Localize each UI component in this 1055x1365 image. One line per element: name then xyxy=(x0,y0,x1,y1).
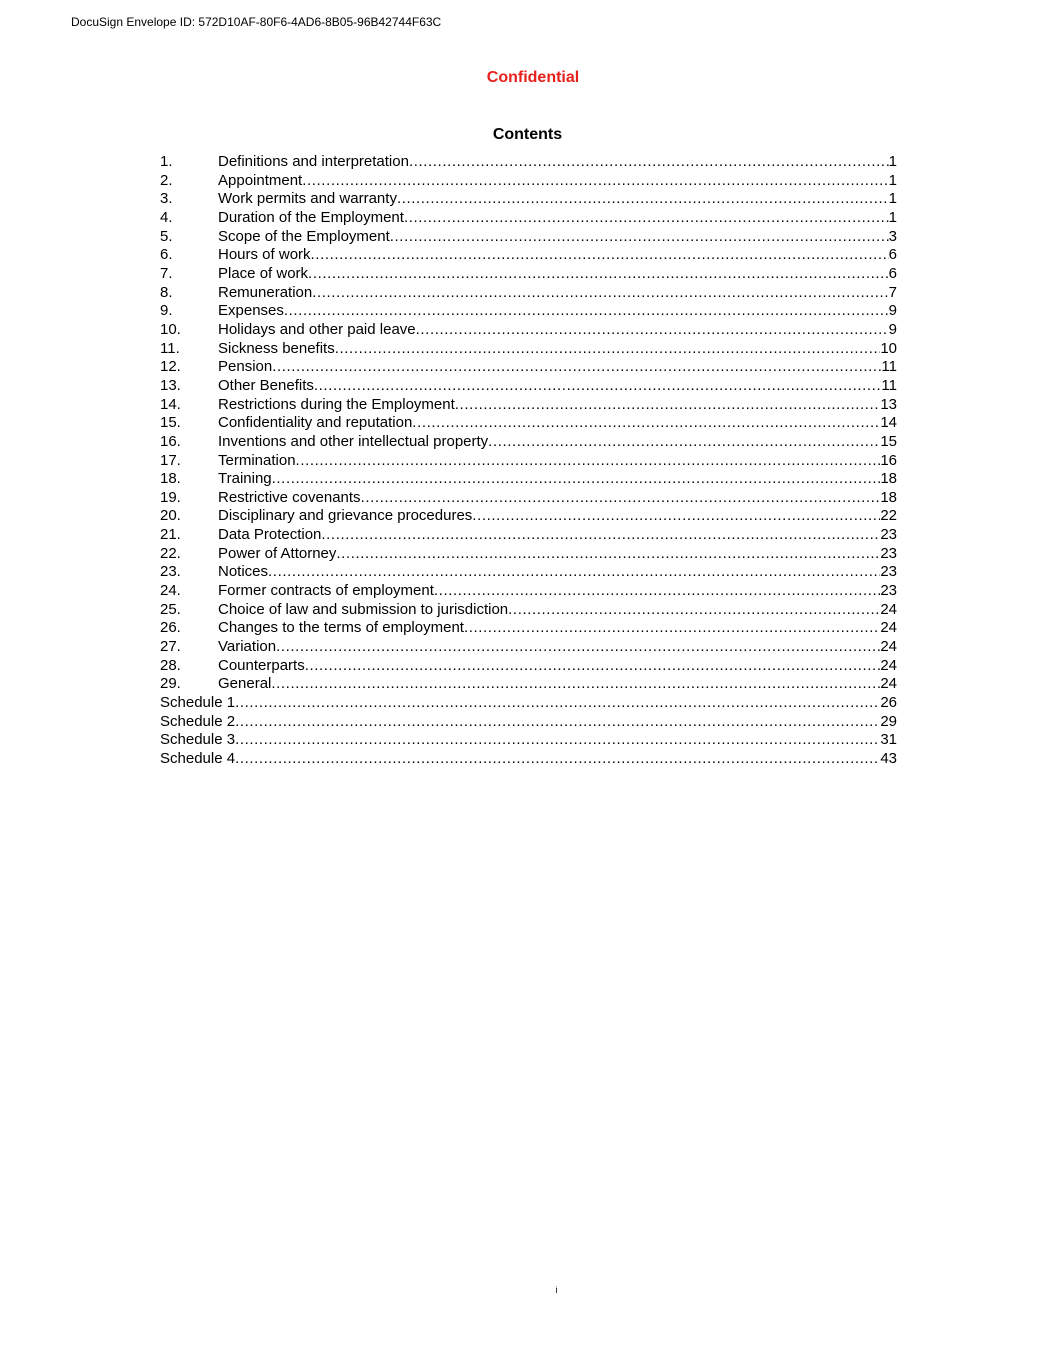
toc-entry-8[interactable] xyxy=(160,284,897,303)
toc-entry-19[interactable] xyxy=(160,489,897,508)
toc-entry-6[interactable] xyxy=(160,246,897,265)
toc-page: 24 xyxy=(880,619,897,637)
toc-number: 1. xyxy=(160,153,173,170)
toc-title: Work permits and warranty xyxy=(218,190,397,208)
toc-number: 13. xyxy=(160,376,181,394)
toc-entry-28[interactable] xyxy=(160,657,897,676)
toc-number: 8. xyxy=(160,283,173,301)
toc-title: Confidentiality and reputation xyxy=(218,414,413,432)
toc-entry-14[interactable] xyxy=(160,396,897,415)
toc-title: Expenses xyxy=(218,302,284,320)
toc-number: 3. xyxy=(160,190,173,208)
toc-leader xyxy=(404,209,889,228)
toc-title: Schedule 2 xyxy=(160,712,236,730)
toc-number: 6. xyxy=(160,246,173,264)
toc-number: 16. xyxy=(160,432,181,450)
toc-entry-7[interactable] xyxy=(160,265,897,284)
toc-number: 21. xyxy=(160,526,181,544)
toc-leader xyxy=(235,750,880,769)
toc-title: Restrictions during the Employment xyxy=(218,395,455,413)
toc-entry-22[interactable] xyxy=(160,545,897,564)
toc-entry-9[interactable] xyxy=(160,302,897,321)
toc-title: Choice of law and submission to jurisdiction xyxy=(218,600,509,618)
toc-title: Scope of the Employment xyxy=(218,227,390,245)
toc-entry-16[interactable] xyxy=(160,433,897,452)
toc-entry-13[interactable] xyxy=(160,377,897,396)
toc-leader xyxy=(296,452,881,471)
toc-page: 15 xyxy=(880,432,897,450)
toc-entry-1[interactable] xyxy=(160,153,897,172)
toc-page: 1 xyxy=(888,153,897,170)
toc-title: Hours of work xyxy=(218,246,311,264)
toc-leader xyxy=(312,284,888,303)
toc-leader xyxy=(335,340,881,359)
toc-page: 23 xyxy=(880,544,897,562)
toc-number: 19. xyxy=(160,488,181,506)
toc-number: 7. xyxy=(160,264,173,282)
toc-schedule-3[interactable] xyxy=(160,731,897,750)
toc-title: Power of Attorney xyxy=(218,544,337,562)
toc-title: Duration of the Employment xyxy=(218,208,404,226)
toc-title: Changes to the terms of employment xyxy=(218,619,464,637)
toc-number: 27. xyxy=(160,638,181,656)
toc-number: 11. xyxy=(160,339,180,357)
toc-page: 43 xyxy=(880,750,897,767)
toc-entry-4[interactable] xyxy=(160,209,897,228)
toc-title: Variation xyxy=(218,638,277,656)
toc-title: Pension xyxy=(218,358,273,376)
toc-entry-26[interactable] xyxy=(160,619,897,638)
toc-entry-17[interactable] xyxy=(160,452,897,471)
toc-page: 24 xyxy=(880,638,897,656)
toc-entry-18[interactable] xyxy=(160,470,897,489)
toc-leader xyxy=(308,265,889,284)
toc-number: 24. xyxy=(160,582,181,600)
toc-title: Inventions and other intellectual property xyxy=(218,432,489,450)
toc-number: 2. xyxy=(160,171,173,189)
toc-page: 1 xyxy=(888,208,897,226)
toc-page: 6 xyxy=(888,246,897,264)
toc-entry-23[interactable] xyxy=(160,563,897,582)
toc-page: 18 xyxy=(880,488,897,506)
confidential-label: Confidential xyxy=(486,69,580,86)
toc-number: 15. xyxy=(160,414,181,432)
toc-title: Definitions and interpretation xyxy=(218,153,409,170)
toc-title: Remuneration xyxy=(218,283,313,301)
toc-title: Counterparts xyxy=(218,656,305,674)
toc-number: 25. xyxy=(160,600,181,618)
toc-entry-21[interactable] xyxy=(160,526,897,545)
toc-leader xyxy=(268,563,880,582)
toc-leader xyxy=(321,526,880,545)
toc-number: 26. xyxy=(160,619,181,637)
toc-page: 1 xyxy=(888,190,897,208)
toc-leader xyxy=(271,675,880,694)
toc-title: Restrictive covenants xyxy=(218,488,361,506)
toc-page: 9 xyxy=(888,320,897,338)
toc-number: 29. xyxy=(160,675,181,693)
envelope-id: DocuSign Envelope ID: 572D10AF-80F6-4AD6-8B05-96B42744F63C xyxy=(71,15,442,29)
toc-number: 14. xyxy=(160,395,181,413)
toc-title: Holidays and other paid leave xyxy=(218,320,416,338)
toc-entry-24[interactable] xyxy=(160,582,897,601)
toc-leader xyxy=(272,470,881,489)
toc-number: 4. xyxy=(160,208,173,226)
toc-title: Schedule 3 xyxy=(160,731,236,749)
toc-number: 23. xyxy=(160,563,181,581)
toc-title: Notices xyxy=(218,563,269,581)
toc-entry-5[interactable] xyxy=(160,228,897,247)
toc-page: 18 xyxy=(880,470,897,488)
toc-number: 18. xyxy=(160,470,181,488)
toc-page: 6 xyxy=(888,264,897,282)
toc-page: 24 xyxy=(880,600,897,618)
toc-page: 23 xyxy=(880,582,897,600)
toc-leader xyxy=(412,414,880,433)
toc-page: 31 xyxy=(880,731,897,749)
toc-schedule-4[interactable] xyxy=(160,750,897,769)
toc-page: 11 xyxy=(881,376,897,394)
toc-leader xyxy=(314,377,882,396)
toc-number: 9. xyxy=(160,302,173,320)
toc-leader xyxy=(284,302,889,321)
toc-page: 14 xyxy=(880,414,897,432)
toc-page: 10 xyxy=(880,339,897,357)
toc-schedule-1[interactable] xyxy=(160,694,897,713)
toc-leader xyxy=(302,172,888,191)
toc-leader xyxy=(464,619,880,638)
toc-title: Schedule 1 xyxy=(160,694,236,712)
toc-page: 13 xyxy=(880,395,897,413)
toc-title: Place of work xyxy=(218,264,309,282)
toc-entry-2[interactable] xyxy=(160,172,897,191)
toc-leader xyxy=(455,396,881,415)
toc-leader xyxy=(336,545,880,564)
toc-leader xyxy=(390,228,889,247)
toc-page: 11 xyxy=(881,358,897,376)
toc-leader xyxy=(472,507,880,526)
toc-title: Appointment xyxy=(218,171,303,189)
toc-entry-25[interactable] xyxy=(160,601,897,620)
toc-number: 20. xyxy=(160,507,181,525)
toc-page: 9 xyxy=(888,302,897,320)
toc-leader xyxy=(397,190,889,209)
toc-title: Data Protection xyxy=(218,526,322,544)
toc-leader xyxy=(416,321,889,340)
toc-page: 24 xyxy=(880,675,897,693)
toc-leader xyxy=(235,694,880,713)
toc-entry-29[interactable] xyxy=(160,675,897,694)
toc-entry-12[interactable] xyxy=(160,358,897,377)
toc-page: 16 xyxy=(880,451,897,469)
page-number: i xyxy=(555,1285,558,1295)
toc-number: 10. xyxy=(160,320,181,338)
toc-title: Schedule 4 xyxy=(160,750,236,767)
toc-leader xyxy=(235,731,880,750)
toc-schedule-2[interactable] xyxy=(160,713,897,732)
toc-leader xyxy=(434,582,880,601)
toc-page: 29 xyxy=(880,712,897,730)
toc-number: 17. xyxy=(160,451,181,469)
toc-page: 23 xyxy=(880,526,897,544)
toc-page: 22 xyxy=(880,507,897,525)
toc-entry-11[interactable] xyxy=(160,340,897,359)
table-of-contents xyxy=(160,153,897,769)
toc-title: Termination xyxy=(218,451,296,469)
toc-page: 23 xyxy=(880,563,897,581)
toc-leader xyxy=(409,153,889,172)
toc-leader xyxy=(305,657,881,676)
toc-number: 22. xyxy=(160,544,181,562)
toc-leader xyxy=(488,433,880,452)
toc-number: 28. xyxy=(160,656,181,674)
toc-leader xyxy=(276,638,880,657)
toc-page: 1 xyxy=(888,171,897,189)
toc-title: Training xyxy=(218,470,272,488)
toc-page: 7 xyxy=(888,283,897,301)
toc-entry-15[interactable] xyxy=(160,414,897,433)
toc-leader xyxy=(235,713,880,732)
toc-leader xyxy=(311,246,889,265)
toc-page: 26 xyxy=(880,694,897,712)
toc-page: 24 xyxy=(880,656,897,674)
toc-title: Disciplinary and grievance procedures xyxy=(218,507,473,525)
toc-title: Sickness benefits xyxy=(218,339,335,357)
toc-title: Former contracts of employment xyxy=(218,582,434,600)
toc-leader xyxy=(361,489,881,508)
toc-number: 12. xyxy=(160,358,181,376)
toc-title: General xyxy=(218,675,272,693)
toc-number: 5. xyxy=(160,227,173,245)
toc-leader xyxy=(272,358,881,377)
toc-entry-3[interactable] xyxy=(160,190,897,209)
toc-page: 3 xyxy=(888,227,897,245)
toc-entry-27[interactable] xyxy=(160,638,897,657)
toc-entry-20[interactable] xyxy=(160,507,897,526)
toc-title: Other Benefits xyxy=(218,376,314,394)
toc-entry-10[interactable] xyxy=(160,321,897,340)
toc-leader xyxy=(508,601,880,620)
contents-title: Contents xyxy=(492,126,563,143)
